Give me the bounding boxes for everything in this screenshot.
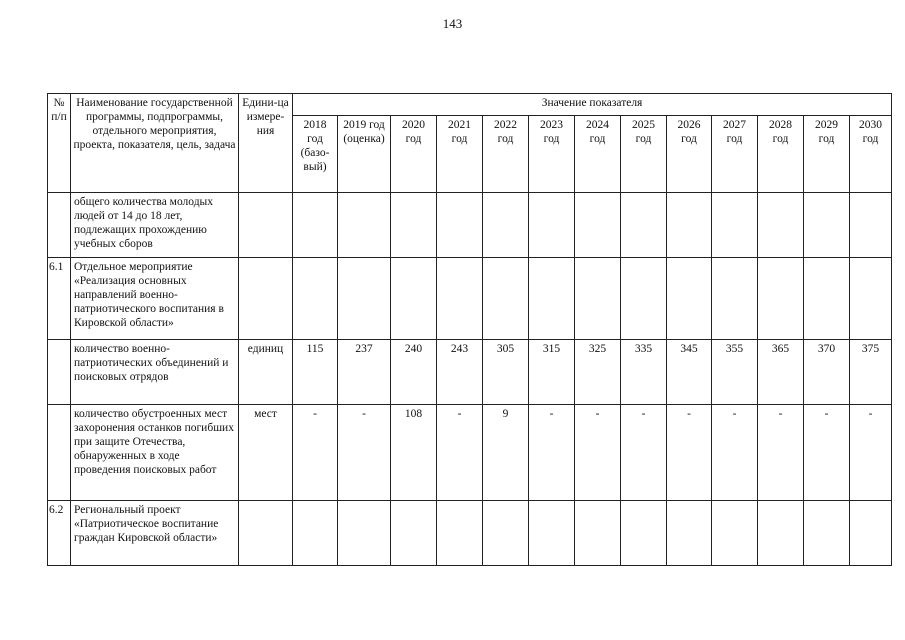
value-cell — [483, 193, 529, 258]
value-cell: 355 — [712, 340, 758, 405]
value-cell — [483, 258, 529, 340]
value-cell — [804, 501, 850, 566]
value-cell: 108 — [391, 405, 437, 501]
header-name: Наименование государственной программы, подпрограммы, отдельного мероприятия, проекта, показателя, цель, задача — [71, 94, 239, 193]
page-number: 143 — [442, 16, 463, 31]
value-cell — [293, 258, 338, 340]
value-cell: - — [621, 405, 667, 501]
value-cell: 115 — [293, 340, 338, 405]
value-cell — [529, 193, 575, 258]
table-row — [48, 193, 892, 258]
header-year: 2029 год — [804, 116, 850, 193]
row-name: Региональный проект «Патриотическое воспитание граждан Кировской области» — [71, 501, 239, 566]
value-cell — [804, 258, 850, 340]
row-name: Отдельное мероприятие «Реализация основных направлений военно-патриотического воспитания в Кировской области» — [71, 258, 239, 340]
value-cell — [758, 258, 804, 340]
value-cell: 325 — [575, 340, 621, 405]
value-cell — [621, 501, 667, 566]
header-year: 2030 год — [850, 116, 892, 193]
value-cell: 243 — [437, 340, 483, 405]
header-year: 2022 год — [483, 116, 529, 193]
value-cell: 365 — [758, 340, 804, 405]
value-cell: - — [804, 405, 850, 501]
value-cell — [575, 258, 621, 340]
value-cell — [437, 193, 483, 258]
header-num: № п/п — [48, 94, 71, 193]
value-cell — [667, 193, 712, 258]
header-value-group: Значение показателя — [293, 94, 892, 116]
value-cell — [437, 501, 483, 566]
header-year: 2020 год — [391, 116, 437, 193]
table-row — [48, 501, 892, 566]
value-cell — [575, 193, 621, 258]
value-cell — [667, 258, 712, 340]
value-cell: - — [293, 405, 338, 501]
row-name: количество военно-патриотических объединений и поисковых отрядов — [71, 340, 239, 405]
row-num: 6.2 — [48, 501, 71, 566]
header-year: 2023 год — [529, 116, 575, 193]
value-cell — [621, 193, 667, 258]
row-unit: единиц — [239, 340, 293, 405]
value-cell — [338, 258, 391, 340]
value-cell: 240 — [391, 340, 437, 405]
value-cell — [758, 501, 804, 566]
value-cell — [529, 258, 575, 340]
row-name: количество обустроенных мест захоронения останков погибших при защите Отечества, обнаруженных в ходе проведения поисковых работ — [71, 405, 239, 501]
value-cell: 370 — [804, 340, 850, 405]
value-cell — [338, 501, 391, 566]
value-cell: 345 — [667, 340, 712, 405]
value-cell: - — [437, 405, 483, 501]
value-cell: - — [667, 405, 712, 501]
header-row-1 — [48, 94, 892, 116]
row-num — [48, 193, 71, 258]
row-num — [48, 340, 71, 405]
value-cell: - — [850, 405, 892, 501]
header-year: 2028 год — [758, 116, 804, 193]
header-year: 2019 год (оценка) — [338, 116, 391, 193]
value-cell: 305 — [483, 340, 529, 405]
value-cell — [437, 258, 483, 340]
header-year: 2025 год — [621, 116, 667, 193]
value-cell — [391, 258, 437, 340]
value-cell: 375 — [850, 340, 892, 405]
value-cell: 237 — [338, 340, 391, 405]
value-cell: - — [575, 405, 621, 501]
value-cell — [850, 258, 892, 340]
value-cell — [391, 193, 437, 258]
value-cell: 335 — [621, 340, 667, 405]
value-cell — [712, 501, 758, 566]
table-row — [48, 405, 892, 501]
value-cell — [667, 501, 712, 566]
value-cell: 315 — [529, 340, 575, 405]
value-cell — [338, 193, 391, 258]
value-cell: - — [529, 405, 575, 501]
value-cell — [621, 258, 667, 340]
header-year: 2024 год — [575, 116, 621, 193]
value-cell — [712, 258, 758, 340]
header-unit: Едини-ца измере-ния — [239, 94, 293, 193]
value-cell: - — [758, 405, 804, 501]
row-unit — [239, 258, 293, 340]
value-cell — [293, 193, 338, 258]
value-cell: - — [712, 405, 758, 501]
table-row — [48, 340, 892, 405]
value-cell: 9 — [483, 405, 529, 501]
value-cell — [758, 193, 804, 258]
value-cell — [529, 501, 575, 566]
value-cell — [575, 501, 621, 566]
value-cell — [391, 501, 437, 566]
value-cell — [293, 501, 338, 566]
table-row — [48, 258, 892, 340]
value-cell — [483, 501, 529, 566]
row-num — [48, 405, 71, 501]
header-year: 2018 год (базо-вый) — [293, 116, 338, 193]
row-unit: мест — [239, 405, 293, 501]
row-unit — [239, 501, 293, 566]
value-cell — [850, 501, 892, 566]
header-year: 2027 год — [712, 116, 758, 193]
row-unit — [239, 193, 293, 258]
value-cell — [850, 193, 892, 258]
row-name: общего количества молодых людей от 14 до 18 лет, подлежащих прохождению учебных сборов — [71, 193, 239, 258]
value-cell: - — [338, 405, 391, 501]
header-year: 2021 год — [437, 116, 483, 193]
row-num: 6.1 — [48, 258, 71, 340]
value-cell — [804, 193, 850, 258]
indicators-table — [47, 93, 892, 566]
header-year: 2026 год — [667, 116, 712, 193]
value-cell — [712, 193, 758, 258]
